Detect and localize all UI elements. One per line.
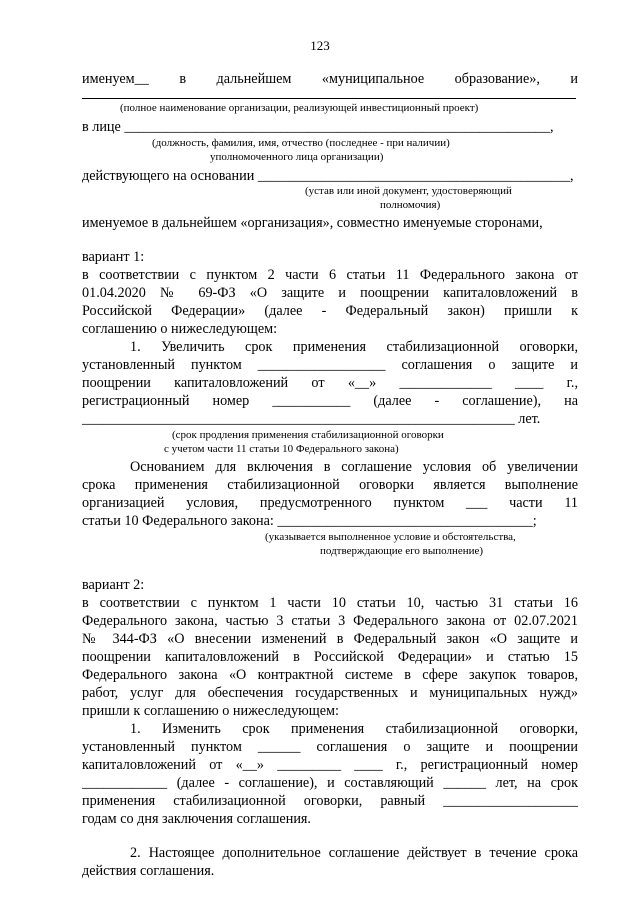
header-line-4: именуемое в дальнейшем «организация», совместно именуемые сторонами, (82, 215, 543, 231)
v2-para-line-5: Федерального закона «О контрактной системе в сфере закупок товаров, (82, 667, 578, 683)
page-number: 123 (310, 38, 330, 53)
note-representative-2: уполномоченного лица организации) (210, 151, 384, 163)
v2-para-line-4: поощрении капиталовложений в Российской Федерации» и статью 15 (82, 649, 578, 665)
v1-basis-line-2: срока применения стабилизационной оговорки является выполнение (82, 477, 578, 493)
header-line-2: в лице ____________________________________________________________, (82, 119, 554, 135)
header-line-1: именуем__ в дальнейшем «муниципальное образование», и (82, 71, 578, 87)
note-basis-2: полномочия) (380, 199, 441, 211)
note-extension-2: с учетом части 11 статьи 10 Федерального закона) (164, 443, 399, 455)
v1-para-line-3: Российской Федерации» (далее - Федеральный закон) пришли к (82, 303, 578, 319)
v1-item-line-5: _____________________________________________________________ лет. (82, 411, 541, 427)
v1-item-line-2: установленный пунктом __________________ соглашения о защите и (82, 357, 578, 373)
variant-1-title: вариант 1: (82, 249, 145, 265)
v2-para-line-3: № 344-ФЗ «О внесении изменений в Федеральный закон «О защите и (82, 631, 578, 647)
v2-item-line-5: применения стабилизационной оговорки, равный ___________________ (82, 793, 578, 809)
v1-basis-line-1: Основанием для включения в соглашение условия об увеличении (130, 459, 578, 475)
note-representative-1: (должность, фамилия, имя, отчество (последнее - при наличии) (152, 137, 450, 149)
v2-para-line-2: Федерального закона, частью 3 статьи 3 Федерального закона от 02.07.2021 (82, 613, 578, 629)
v1-para-line-2: 01.04.2020 № 69-ФЗ «О защите и поощрении капиталовложений в (82, 285, 578, 301)
final-clause-line-1: 2. Настоящее дополнительное соглашение действует в течение срока (130, 845, 578, 861)
note-condition-2: подтверждающие его выполнение) (320, 545, 484, 557)
v2-item-line-6: годам со дня заключения соглашения. (82, 811, 311, 827)
v1-item-line-3: поощрении капиталовложений от «__» _____________ ____ г., (82, 375, 578, 391)
v2-para-line-7: пришли к соглашению о нижеследующем: (82, 703, 339, 719)
v2-item-line-4: ____________ (далее - соглашение), и составляющий ______ лет, на срок (82, 775, 578, 791)
v2-item-line-2: установленный пунктом ______ соглашения о защите и поощрении (82, 739, 578, 755)
v1-item-line-1: 1. Увеличить срок применения стабилизационной оговорки, (130, 339, 578, 355)
v1-item-line-4: регистрационный номер ___________ (далее - соглашение), на (82, 393, 578, 409)
v1-basis-line-3: организацией условия, предусмотренного пунктом ___ части 11 (82, 495, 578, 511)
v2-item-line-3: капиталовложений от «__» _________ ____ г., регистрационный номер (82, 757, 578, 773)
blank-org-name (82, 98, 576, 99)
note-basis-1: (устав или иной документ, удостоверяющий (305, 185, 512, 197)
v2-item-line-1: 1. Изменить срок применения стабилизационной оговорки, (130, 721, 578, 737)
v1-para-line-4: соглашению о нижеследующем: (82, 321, 278, 337)
v2-para-line-1: в соответствии с пунктом 1 части 10 статьи 10, частью 31 статьи 16 (82, 595, 578, 611)
final-clause-line-2: действия соглашения. (82, 863, 215, 879)
note-condition-1: (указывается выполненное условие и обстоятельства, (265, 531, 516, 543)
header-line-3: действующего на основании ____________________________________________, (82, 168, 574, 184)
v1-para-line-1: в соответствии с пунктом 2 части 6 статьи 11 Федерального закона от (82, 267, 578, 283)
v1-basis-line-4: статьи 10 Федерального закона: ____________________________________; (82, 513, 537, 529)
v2-para-line-6: работ, услуг для обеспечения государственных и муниципальных нужд» (82, 685, 578, 701)
note-extension-1: (срок продления применения стабилизационной оговорки (172, 429, 444, 441)
variant-2-title: вариант 2: (82, 577, 145, 593)
note-org-name: (полное наименование организации, реализующей инвестиционный проект) (120, 102, 479, 114)
